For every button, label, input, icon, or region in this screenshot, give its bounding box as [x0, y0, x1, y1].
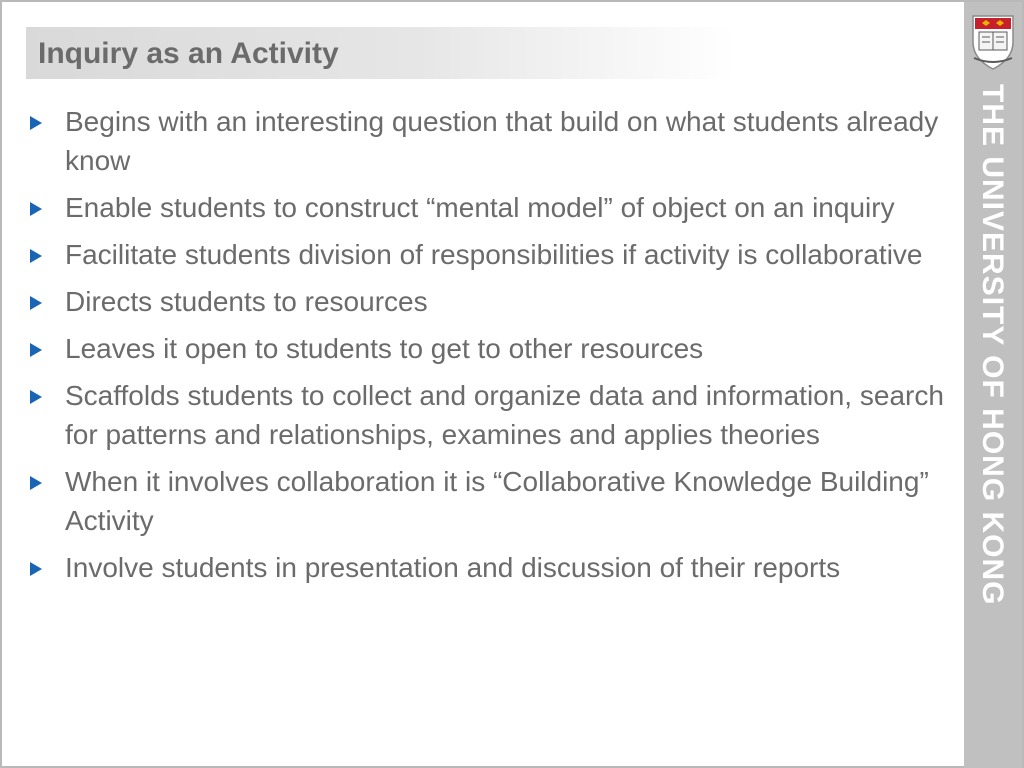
bullet-text: Facilitate students division of responsibilities if activity is collaborative [65, 239, 923, 270]
bullet-text: Scaffolds students to collect and organize data and information, search for patterns and relationships, examines and applies theories [65, 380, 944, 450]
bullet-arrow-icon [30, 116, 42, 130]
university-name: THE UNIVERSITY OF HONG KONG [976, 84, 1009, 606]
university-crest-icon [968, 12, 1018, 72]
bullet-text: Leaves it open to students to get to other resources [65, 333, 704, 364]
bullet-item [26, 235, 946, 274]
bullet-text: When it involves collaboration it is “Collaborative Knowledge Building” Activity [65, 466, 929, 536]
bullet-arrow-icon [30, 390, 42, 404]
bullet-arrow-icon [30, 343, 42, 357]
bullet-arrow-icon [30, 296, 42, 310]
bullet-list [26, 102, 946, 595]
bullet-item [26, 188, 946, 227]
bullet-text: Enable students to construct “mental model” of object on an inquiry [65, 192, 895, 223]
bullet-arrow-icon [30, 476, 42, 490]
bullet-item [26, 102, 946, 180]
bullet-item [26, 282, 946, 321]
bullet-text: Directs students to resources [65, 286, 428, 317]
bullet-arrow-icon [30, 249, 42, 263]
bullet-arrow-icon [30, 562, 42, 576]
bullet-text: Involve students in presentation and discussion of their reports [65, 552, 841, 583]
bullet-text: Begins with an interesting question that build on what students already know [65, 106, 939, 176]
university-side-band [964, 2, 1022, 768]
bullet-arrow-icon [30, 202, 42, 216]
bullet-item [26, 462, 946, 540]
bullet-item [26, 548, 946, 587]
bullet-item [26, 329, 946, 368]
slide-title: Inquiry as an Activity [38, 37, 339, 70]
bullet-item [26, 376, 946, 454]
